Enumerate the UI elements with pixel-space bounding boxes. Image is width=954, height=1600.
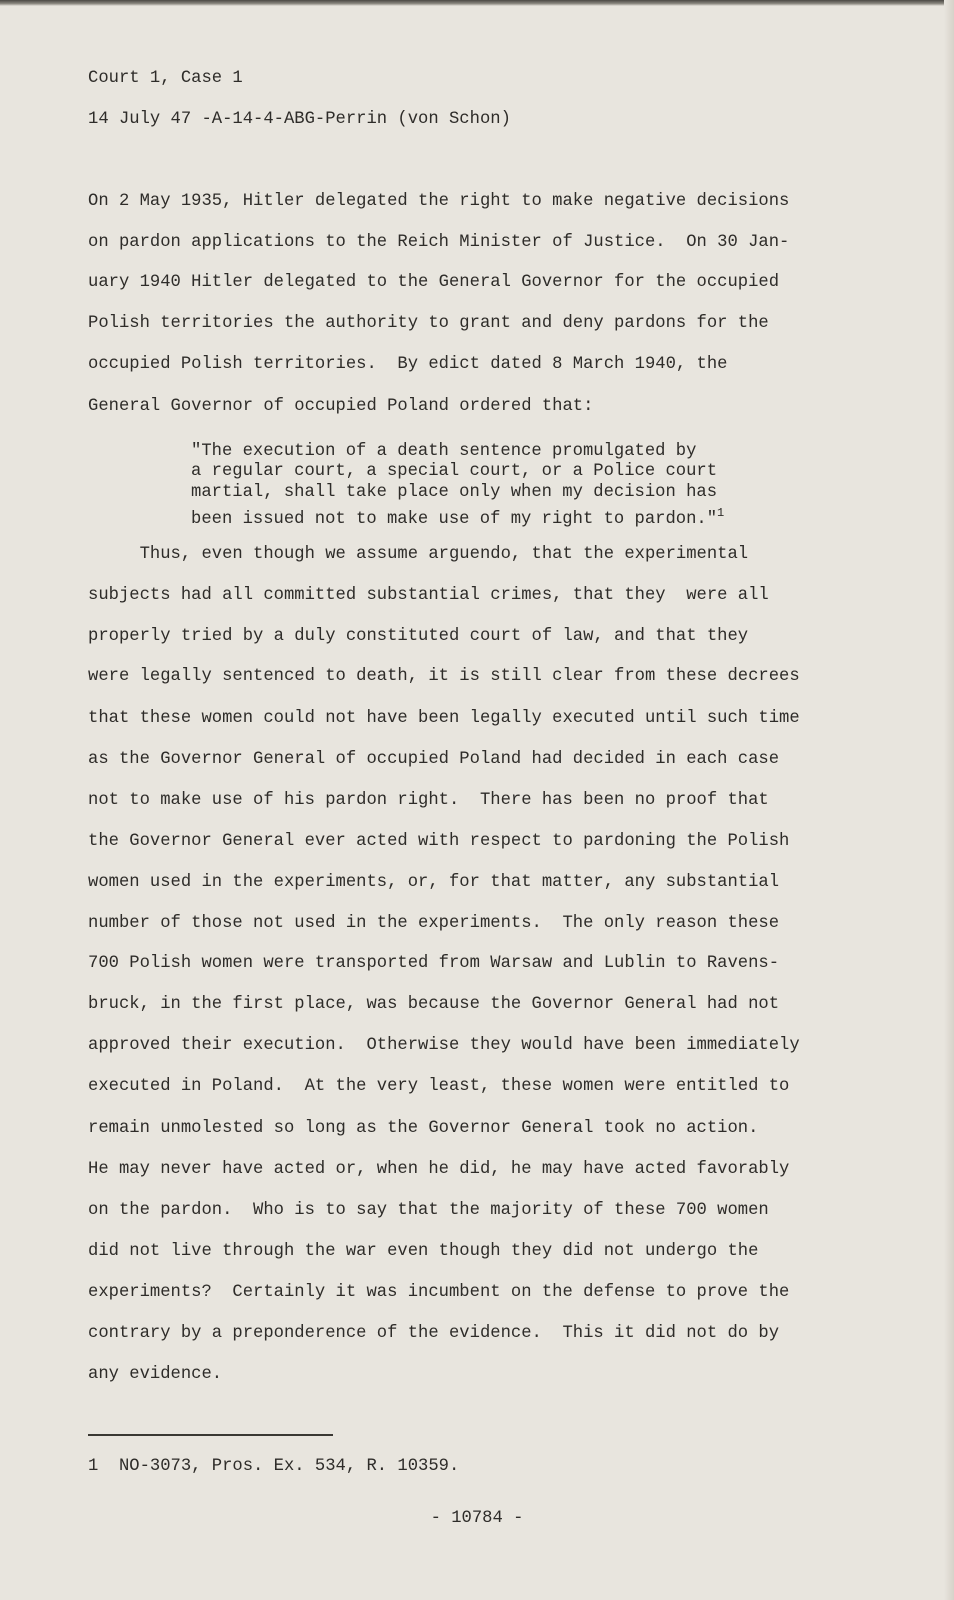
quote-line: "The execution of a death sentence promulgated by [191,442,697,461]
block-quote [191,442,724,531]
body-line: bruck, in the first place, was because the Governor General had not [88,995,780,1014]
body-line: as the Governor General of occupied Poland had decided in each case [88,750,780,769]
body-line: were legally sentenced to death, it is still clear from these decrees [88,667,800,686]
body-line: On 2 May 1935, Hitler delegated the right to make negative decisions [88,192,790,211]
footnote-reference: 1 [717,506,725,521]
body-line: remain unmolested so long as the Governor General took no action. [88,1119,759,1138]
body-line: did not live through the war even though they did not undergo the [88,1242,759,1261]
body-line: General Governor of occupied Poland ordered that: [88,397,594,416]
quote-line: martial, shall take place only when my decision has [191,482,718,502]
header-court: Court 1, Case 1 [88,69,243,88]
footnote-text: 1 NO-3073, Pros. Ex. 534, R. 10359. [88,1457,460,1476]
body-line: number of those not used in the experiments. The only reason these [88,914,780,933]
body-line: Thus, even though we assume arguendo, that the experimental [88,545,749,564]
body-line: occupied Polish territories. By edict dated 8 March 1940, the [88,355,728,374]
body-line: women used in the experiments, or, for that matter, any substantial [88,873,780,892]
quote-line: a regular court, a special court, or a Police court [191,462,718,482]
body-line: approved their execution. Otherwise they would have been immediately [88,1036,800,1055]
footnote-rule [88,1434,333,1436]
body-line: on the pardon. Who is to say that the majority of these 700 women [88,1201,769,1220]
body-line: any evidence. [88,1365,223,1384]
body-line: on pardon applications to the Reich Minister of Justice. On 30 Jan- [88,233,790,252]
quote-line: been issued not to make use of my right to pardon." [191,510,718,530]
header-document-line: 14 July 47 -A-14-4-ABG-Perrin (von Schon) [88,110,511,129]
body-line: contrary by a preponderence of the evidence. This it did not do by [88,1324,780,1343]
body-line: uary 1940 Hitler delegated to the General Governor for the occupied [88,273,780,292]
body-line: executed in Poland. At the very least, these women were entitled to [88,1077,790,1096]
page-top-edge [0,0,954,6]
body-line: that these women could not have been legally executed until such time [88,709,800,728]
body-line: 700 Polish women were transported from Warsaw and Lublin to Ravens- [88,954,780,973]
body-line: experiments? Certainly it was incumbent on the defense to prove the [88,1283,790,1302]
page-right-edge [944,0,954,1600]
body-line: subjects had all committed substantial crimes, that they were all [88,586,769,605]
body-line: not to make use of his pardon right. There has been no proof that [88,791,769,810]
body-line: Polish territories the authority to grant and deny pardons for the [88,314,769,333]
body-line: properly tried by a duly constituted court of law, and that they [88,627,749,646]
body-line: He may never have acted or, when he did, he may have acted favorably [88,1160,790,1179]
body-line: the Governor General ever acted with respect to pardoning the Polish [88,832,790,851]
page-number: - 10784 - [430,1509,524,1528]
